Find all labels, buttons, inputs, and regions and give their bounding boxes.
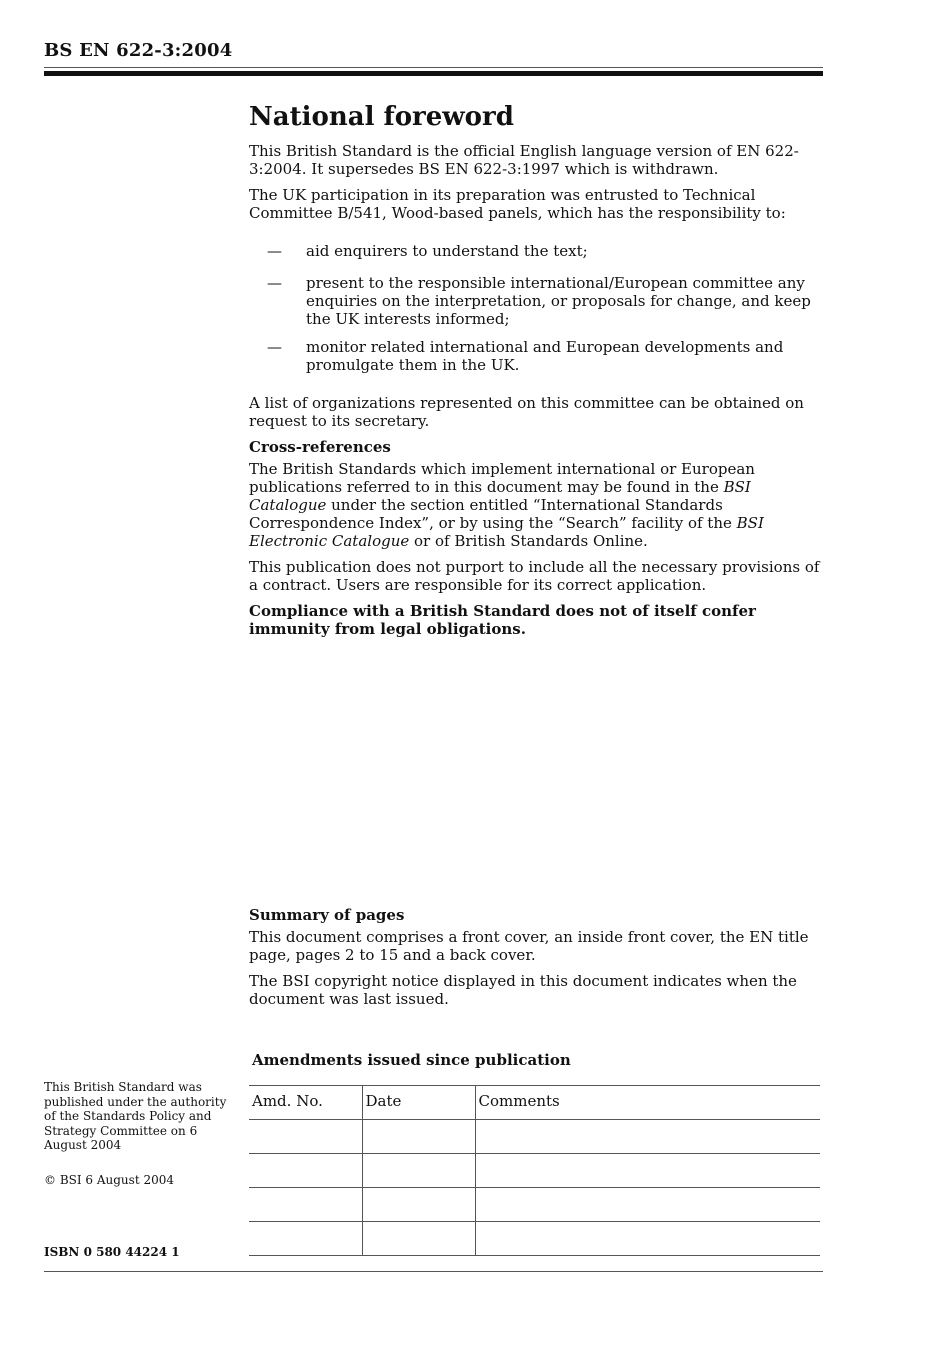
list-item [249, 338, 827, 374]
amendments-title: Amendments issued since publication [252, 1051, 571, 1069]
page-title: National foreword [249, 102, 514, 132]
table-cell [249, 1154, 362, 1188]
dash-marker: — [267, 242, 282, 260]
table-cell [249, 1120, 362, 1154]
intro-paragraph-1: This British Standard is the official English language version of EN 622-3:2004. It supersedes BS EN 622-3:1997 which is withdrawn. [249, 142, 799, 178]
summary-paragraph-2: The BSI copyright notice displayed in this document indicates when the document was last issued. [249, 972, 797, 1008]
footer-rule [44, 1271, 823, 1272]
amendments-table [249, 1085, 820, 1256]
table-cell [249, 1222, 362, 1256]
crossref-text-c: or of British Standards Online. [409, 532, 648, 550]
table-cell [475, 1222, 820, 1256]
table-header-row [249, 1086, 820, 1120]
table-cell [475, 1188, 820, 1222]
header-rule-thin [44, 67, 823, 68]
foreword-body [249, 100, 827, 638]
isbn-number: ISBN 0 580 44224 1 [44, 1245, 180, 1259]
table-row [249, 1120, 820, 1154]
summary-heading: Summary of pages [249, 906, 405, 924]
crossref-text-a: The British Standards which implement international or European publications referred to in this document may be found in the [249, 460, 755, 496]
table-cell [249, 1188, 362, 1222]
table-cell [362, 1154, 475, 1188]
header-date: Date [362, 1086, 475, 1120]
list-item [249, 274, 827, 328]
table-row [249, 1222, 820, 1256]
table-cell [475, 1154, 820, 1188]
summary-section [249, 906, 827, 1016]
header-comments: Comments [475, 1086, 820, 1120]
header-rule-thick [44, 71, 823, 76]
list-item-text: present to the responsible international/European committee any enquiries on the interpretation, or proposals for change, and keep the UK interests informed; [306, 274, 811, 328]
list-item-text: monitor related international and European developments and promulgate them in the UK. [306, 338, 784, 374]
table-cell [475, 1120, 820, 1154]
bsi-catalogue-title: BSI Catalogue [249, 478, 751, 514]
intro-paragraph-2: The UK participation in its preparation was entrusted to Technical Committee B/541, Wood-based panels, which has the responsibility to: [249, 186, 786, 222]
dash-marker: — [267, 338, 282, 356]
organizations-paragraph: A list of organizations represented on this committee can be obtained on request to its secretary. [249, 394, 804, 430]
dash-marker: — [267, 274, 282, 292]
purport-paragraph: This publication does not purport to include all the necessary provisions of a contract. Users are responsible for its correct application. [249, 558, 820, 594]
bsi-electronic-catalogue-title: BSI Electronic Catalogue [249, 514, 764, 550]
list-item [249, 242, 827, 260]
compliance-statement: Compliance with a British Standard does not of itself confer immunity from legal obligations. [249, 602, 756, 638]
crossref-text-b: under the section entitled “International Standards Correspondence Index”, or by using the “Search” facility of the [249, 496, 737, 532]
header-amd-no: Amd. No. [249, 1086, 362, 1120]
summary-paragraph-1: This document comprises a front cover, an inside front cover, the EN title page, pages 2 to 15 and a back cover. [249, 928, 809, 964]
publication-note: This British Standard was published under the authority of the Standards Policy and Strategy Committee on 6 August 2004 [44, 1080, 227, 1152]
responsibility-list [249, 242, 827, 374]
table-row [249, 1188, 820, 1222]
list-item-text: aid enquirers to understand the text; [306, 242, 588, 260]
document-id: BS EN 622-3:2004 [44, 40, 233, 61]
crossref-paragraph [249, 460, 827, 550]
table-cell [362, 1222, 475, 1256]
table-cell [362, 1120, 475, 1154]
copyright-note: © BSI 6 August 2004 [44, 1173, 174, 1187]
table-row [249, 1154, 820, 1188]
crossref-heading: Cross-references [249, 438, 391, 456]
table-cell [362, 1188, 475, 1222]
